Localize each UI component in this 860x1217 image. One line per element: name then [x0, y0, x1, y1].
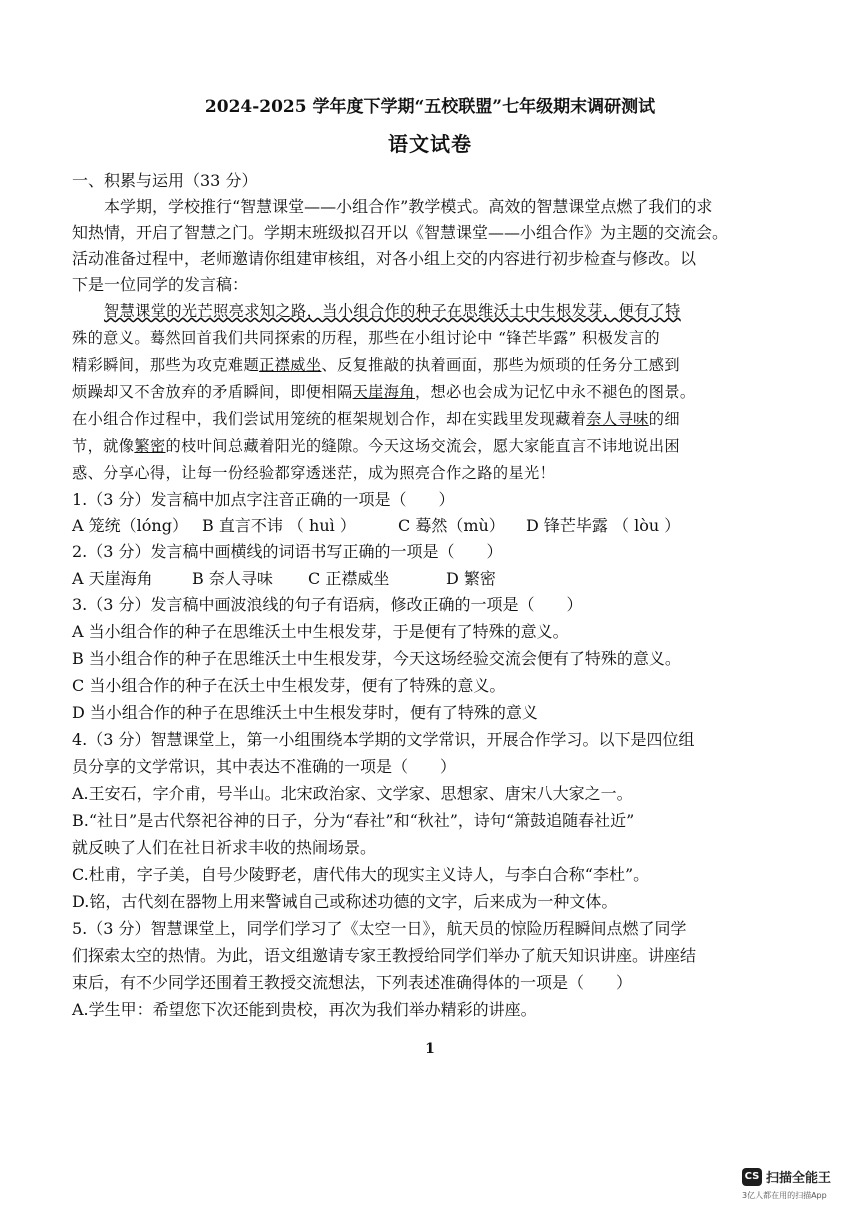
- option-c: C 当小组合作的种子在沃土中生根发芽，便有了特殊的意义。: [72, 676, 506, 695]
- wavy-sentence: 智慧课堂的光芒照亮求知之路，当小组合作的种子在思维沃土中生根发芽，便有了特: [104, 302, 681, 320]
- question-4-stem: 4.（3 分）智慧课堂上，第一小组围绕本学期的文学常识，开展合作学习。以下是四位组: [72, 730, 695, 749]
- intro-line: 知热情，开启了智慧之门。学期末班级拟召开以《智慧课堂——小组合作》为主题的交流会。: [72, 223, 729, 242]
- option-a: A 笼统（lóng）: [72, 516, 188, 535]
- passage-text: 烦躁却又不舍放弃的矛盾瞬间，即便相隔: [72, 383, 353, 401]
- question-5-stem: 们探索太空的热情。为此，语文组邀请专家王教授给同学们举办了航天知识讲座。讲座结: [72, 946, 697, 965]
- passage-text: 、反复推敲的执着画面，那些为烦琐的任务分工感到: [321, 356, 680, 374]
- option-c: C.杜甫，字子美，自号少陵野老，唐代伟大的现实主义诗人，与李白合称“李杜”。: [72, 865, 650, 884]
- question-5-stem: 5.（3 分）智慧课堂上，同学们学习了《太空一日》，航天员的惊险历程瞬间点燃了同学: [72, 919, 687, 938]
- option-d: D 锋芒毕露 （ lòu ）: [526, 516, 681, 535]
- question-1-options: [72, 513, 788, 539]
- page-number: 1: [425, 1041, 435, 1057]
- passage-text: 的枝叶间总藏着阳光的缝隙。今天这场交流会，愿大家能直言不讳地说出困: [165, 437, 680, 455]
- passage-line: 惑、分享心得，让每一份经验都穿透迷茫，成为照亮合作之路的星光！: [72, 464, 556, 482]
- option-c: C 蓦然（mù）: [398, 516, 505, 535]
- underlined-word: 繁密: [134, 437, 166, 455]
- passage-text: 的细: [648, 410, 680, 428]
- question-5-stem: 束后，有不少同学还围着王教授交流想法，下列表述准确得体的一项是（ ）: [72, 973, 633, 992]
- passage-text: 精彩瞬间，那些为攻克难题: [72, 356, 260, 374]
- underlined-word: 天崖海角: [352, 383, 415, 401]
- option-d: D 繁密: [446, 569, 496, 588]
- passage-line: 殊的意义。蓦然回首我们共同探索的历程，那些在小组讨论中 “锋芒毕露” 积极发言的: [72, 329, 660, 347]
- question-4-stem: 员分享的文学常识，其中表达不准确的一项是（ ）: [72, 757, 457, 776]
- camscanner-logo-icon: CS: [742, 1168, 762, 1186]
- option-a: A.王安石，字介甫，号半山。北宋政治家、文学家、思想家、唐宋八大家之一。: [72, 784, 633, 803]
- option-a: A 天崖海角: [72, 569, 153, 588]
- passage-text: ，想必也会成为记忆中永不褪色的图景。: [414, 383, 696, 401]
- section-heading: 一、积累与运用（33 分）: [72, 171, 258, 190]
- intro-line: 活动准备过程中，老师邀请你组建审核组，对各小组上交的内容进行初步检查与修改。以: [72, 249, 697, 268]
- passage-line: [72, 298, 820, 324]
- passage-line: [72, 406, 788, 432]
- watermark-tagline: 3亿人都在用的扫描App: [742, 1191, 827, 1200]
- exam-title: 2024-2025 学年度下学期“五校联盟”七年级期末调研测试: [204, 97, 656, 117]
- option-d: D.铭，古代刻在器物上用来警诫自己或称述功德的文字，后来成为一种文体。: [72, 892, 618, 911]
- question-2-options: [72, 566, 788, 592]
- scanner-watermark: [742, 1166, 852, 1210]
- option-b: 就反映了人们在社日祈求丰收的热闹场景。: [72, 838, 377, 857]
- option-c: C 正襟威坐: [308, 569, 390, 588]
- exam-subtitle: 语文试卷: [388, 132, 472, 156]
- underlined-word: 正襟威坐: [259, 356, 322, 374]
- watermark-name: 扫描全能王: [766, 1171, 832, 1186]
- option-b: B 奈人寻味: [192, 569, 273, 588]
- option-d: D 当小组合作的种子在思维沃土中生根发芽时，便有了特殊的意义: [72, 703, 538, 722]
- passage-text: 节，就像: [72, 437, 135, 455]
- passage-text: 在小组合作过程中，我们尝试用笼统的框架规划合作，却在实践里发现藏着: [72, 410, 587, 428]
- passage-line: [72, 433, 788, 459]
- question-1-stem: 1.（3 分）发言稿中加点字注音正确的一项是（ ）: [72, 490, 455, 509]
- option-a: A.学生甲：希望您下次还能到贵校，再次为我们举办精彩的讲座。: [72, 1000, 537, 1019]
- passage-line: [72, 379, 788, 405]
- question-2-stem: 2.（3 分）发言稿中画横线的词语书写正确的一项是（ ）: [72, 542, 503, 561]
- question-3-stem: 3.（3 分）发言稿中画波浪线的句子有语病，修改正确的一项是（ ）: [72, 595, 583, 614]
- underlined-word: 奈人寻味: [586, 410, 649, 428]
- option-b: B 直言不讳 （ huì ）: [202, 516, 356, 535]
- option-b: B.“社日”是古代祭祀谷神的日子，分为“春社”和“秋社”，诗句“箫鼓追随春社近”: [72, 811, 635, 830]
- intro-line: 下是一位同学的发言稿：: [72, 275, 249, 294]
- option-b: B 当小组合作的种子在思维沃土中生根发芽，今天这场经验交流会便有了特殊的意义。: [72, 649, 681, 668]
- intro-line: 本学期，学校推行“智慧课堂——小组合作”教学模式。高效的智慧课堂点燃了我们的求: [104, 197, 713, 216]
- passage-line: [72, 352, 788, 378]
- option-a: A 当小组合作的种子在思维沃土中生根发芽，于是便有了特殊的意义。: [72, 622, 569, 641]
